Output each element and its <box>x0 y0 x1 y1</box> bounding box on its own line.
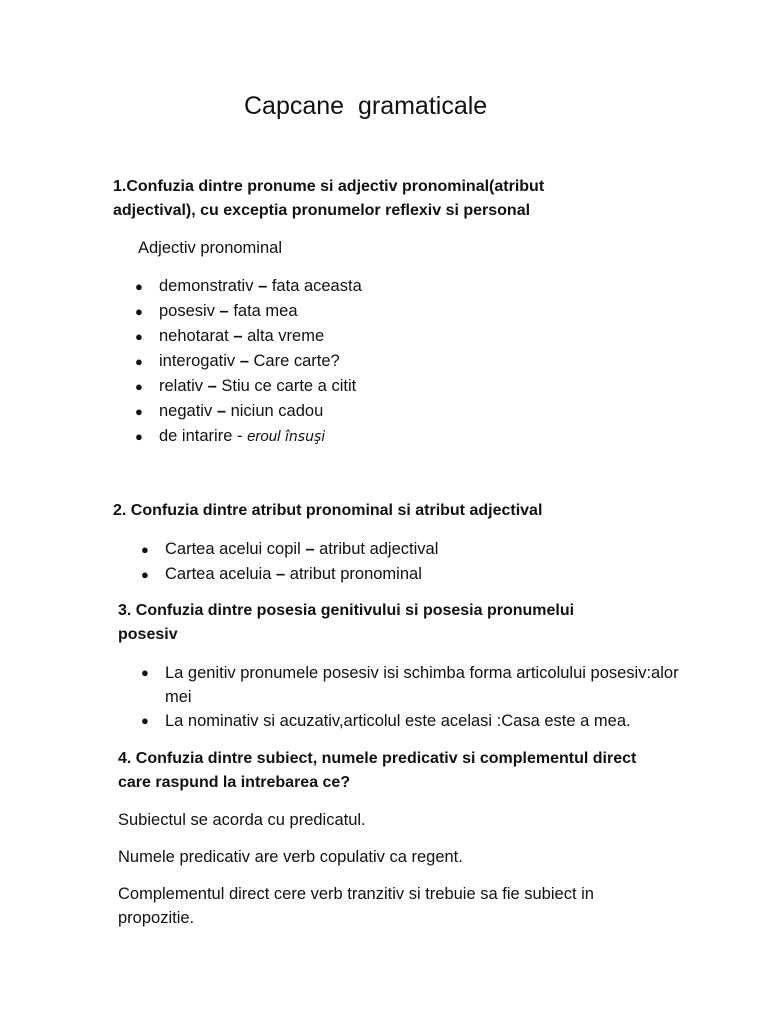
bullet-icon: ● <box>141 542 149 557</box>
section-1-list <box>135 274 695 450</box>
bullet-icon: ● <box>135 329 143 344</box>
bullet-icon: ● <box>141 713 149 728</box>
bullet-icon: ● <box>135 279 143 294</box>
page-title: Capcane gramaticale <box>244 92 488 120</box>
bullet-icon: ● <box>141 665 149 680</box>
list-item: ● negativ – niciun cadou <box>135 399 695 424</box>
section-2-list <box>141 537 701 587</box>
section-1-subheading: Adjectiv pronominal <box>138 239 282 257</box>
list-item: ● demonstrativ – fata aceasta <box>135 274 695 299</box>
section-3-heading: 3. Confuzia dintre posesia genitivului si posesia pronumelui posesiv <box>118 602 575 643</box>
list-item: ● interogativ – Care carte? <box>135 349 695 374</box>
list-item: ● Cartea acelui copil – atribut adjectival <box>141 537 701 562</box>
bullet-icon: ● <box>141 567 149 582</box>
bullet-icon: ● <box>135 404 143 419</box>
bullet-icon: ● <box>135 354 143 369</box>
list-item: ● nehotarat – alta vreme <box>135 324 695 349</box>
section-2-heading: 2. Confuzia dintre atribut pronominal si atribut adjectival <box>113 502 543 519</box>
section-4-paragraph-2: Numele predicativ are verb copulativ ca regent. <box>118 848 463 866</box>
section-4-paragraph-3: Complementul direct cere verb tranzitiv si trebuie sa fie subiect in propozitie. <box>118 885 594 927</box>
bullet-icon: ● <box>135 429 143 444</box>
list-item: ● posesiv – fata mea <box>135 299 695 324</box>
list-item: ● relativ – Stiu ce carte a citit <box>135 374 695 399</box>
section-4-heading: 4. Confuzia dintre subiect, numele predicativ si complementul direct care raspund la intrebarea ce? <box>118 750 637 791</box>
section-3-list <box>141 661 681 733</box>
list-item: ● La genitiv pronumele posesiv isi schimba forma articolului posesiv:alor mei <box>141 661 681 709</box>
bullet-icon: ● <box>135 304 143 319</box>
bullet-icon: ● <box>135 379 143 394</box>
list-item: ● La nominativ si acuzativ,articolul este acelasi :Casa este a mea. <box>141 709 681 733</box>
list-item: ● Cartea aceluia – atribut pronominal <box>141 562 701 587</box>
section-1-heading: 1.Confuzia dintre pronume si adjectiv pronominal(atribut adjectival), cu exceptia pronumelor reflexiv si personal <box>113 178 545 219</box>
list-item: ● de intarire - eroul însuşi <box>135 424 695 450</box>
section-4-paragraph-1: Subiectul se acorda cu predicatul. <box>118 811 366 829</box>
